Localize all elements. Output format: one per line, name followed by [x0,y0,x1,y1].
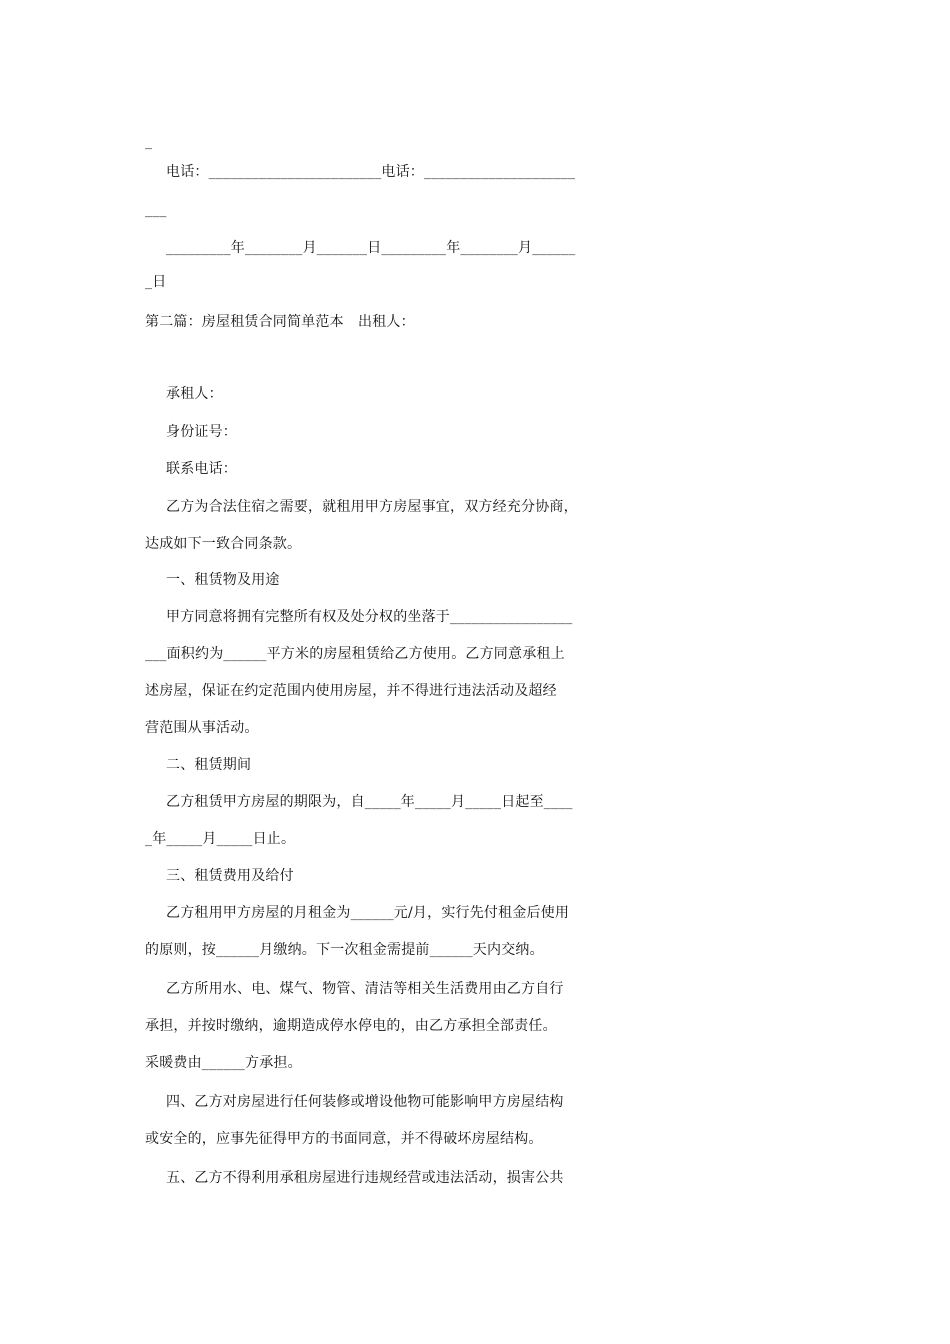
text-line: 承租人： [166,386,223,402]
text-line: 联系电话： [166,461,237,477]
clause-heading: 四、乙方对房屋进行任何装修或增设他物可能影响甲方房屋结构 [166,1094,564,1110]
text-line: 述房屋，保证在约定范围内使用房屋，并不得进行违法活动及超经 [145,683,557,699]
clause-heading: 一、租赁物及用途 [166,572,280,588]
text-line: 的原则，按______月缴纳。下一次租金需提前______天内交纳。 [145,942,544,958]
text-line: _ [145,134,153,150]
clause-heading: 三、租赁费用及给付 [166,868,294,884]
text-line: ___面积约为______平方米的房屋租赁给乙方使用。乙方同意承租上 [145,646,565,662]
text-line: 乙方所用水、电、煤气、物管、清洁等相关生活费用由乙方自行 [166,981,564,997]
text-line: ___ [145,202,167,218]
text-line: _年_____月_____日止。 [145,831,296,847]
text-line: 采暖费由______方承担。 [145,1055,302,1071]
text-line: _________年________月_______日_________年________月______ [166,240,576,256]
text-line: 乙方为合法住宿之需要，就租用甲方房屋事宜，双方经充分协商， [166,499,578,515]
text-line: 身份证号： [166,424,237,440]
text-line: 承担，并按时缴纳，逾期造成停水停电的，由乙方承担全部责任。 [145,1018,557,1034]
section-title: 第二篇：房屋租赁合同简单范本 出租人： [145,314,415,330]
text-line: 甲方同意将拥有完整所有权及处分权的坐落于_________________ [166,609,573,625]
text-line: 达成如下一致合同条款。 [145,536,302,552]
text-line: 电话：________________________电话：_____________________ [166,164,576,180]
text-line: _日 [145,274,167,290]
text-line: 或安全的，应事先征得甲方的书面同意，并不得破坏房屋结构。 [145,1131,543,1147]
clause-heading: 五、乙方不得利用承租房屋进行违规经营或违法活动，损害公共 [166,1170,564,1186]
text-line: 乙方租用甲方房屋的月租金为______元/月，实行先付租金后使用 [166,905,570,921]
text-line: 营范围从事活动。 [145,720,259,736]
clause-heading: 二、租赁期间 [166,757,252,773]
text-line: 乙方租赁甲方房屋的期限为，自_____年_____月_____日起至____ [166,794,573,810]
